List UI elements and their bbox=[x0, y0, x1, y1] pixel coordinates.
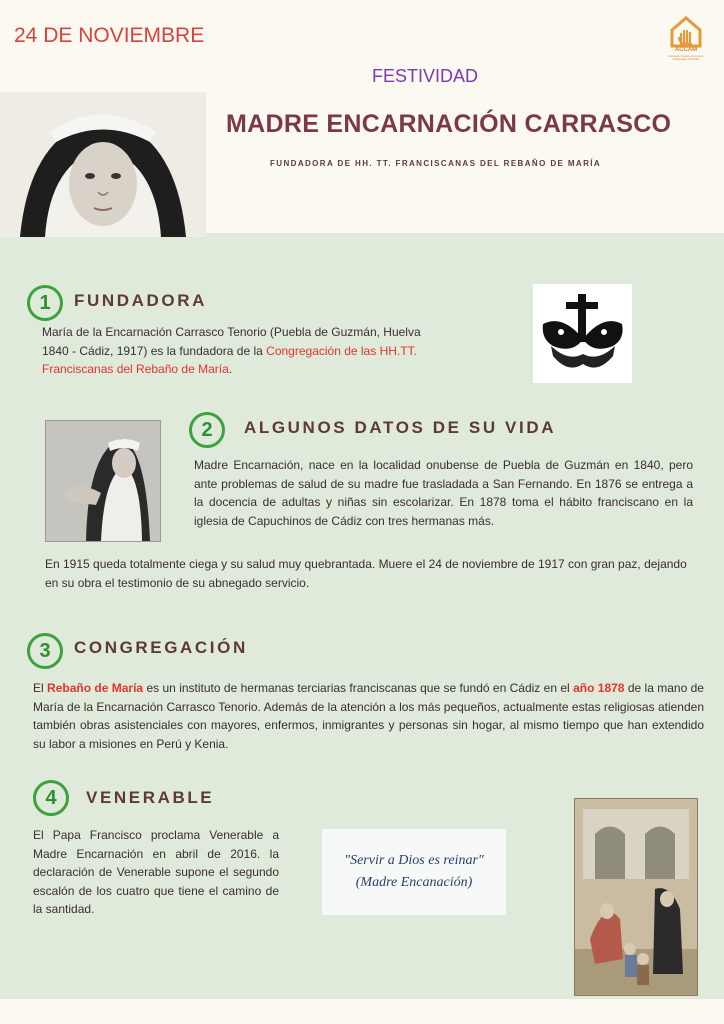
date-label: 24 DE NOVIEMBRE bbox=[14, 24, 205, 47]
rebano-highlight: Rebaño de María bbox=[47, 681, 144, 695]
section-number-4: 4 bbox=[33, 780, 69, 816]
praying-nun-image bbox=[45, 420, 161, 542]
quote-box bbox=[322, 829, 506, 915]
congregation-highlight: Congregación de las HH.TT. Franciscanas del Rebaño de María bbox=[42, 343, 417, 376]
quote-text: "Servir a Dios es reinar" bbox=[344, 853, 484, 868]
section-text-venerable: El Papa Francisco proclama Venerable a Madre Encarnación en abril de 2016. la declaración de Venerable supone el segundo escalón de los cuatro que tiene el camino de la santidad. bbox=[33, 828, 279, 916]
page-subtitle: FUNDADORA DE HH. TT. FRANCISCANAS DEL REBAÑO DE MARÍA bbox=[270, 159, 602, 168]
section-number-2: 2 bbox=[189, 412, 225, 448]
section-text-fundadora bbox=[42, 323, 446, 379]
congregacion-text-c: de la mano de María de la Encarnación Carrasco Tenorio. Además de la atención a los más pequeños, actualmente estas religiosas atienden también obras asistenciales con mayores, enfermos, inmigrantes y personas sin hogar, al mismo tiempo que han extendido su labor a misiones en Perú y Kenia. bbox=[33, 681, 704, 751]
section-title-venerable: VENERABLE bbox=[86, 788, 215, 807]
fundadora-text: María de la Encarnación Carrasco Tenorio (Puebla de Guzmán, Huelva 1840 - Cádiz, 1917) es la fundadora de la bbox=[42, 325, 421, 358]
section-title-congregacion: CONGREGACIÓN bbox=[74, 638, 248, 657]
section-number-3: 3 bbox=[27, 633, 63, 669]
house-hand-icon bbox=[664, 14, 708, 48]
section-text-datos-1: Madre Encarnación, nace en la localidad onubense de Puebla de Guzmán en 1840, pero ante problemas de salud de su madre fue trasladada a San Fernando. En 1876 se entrega a la docencia de adultas y niñas sin escolarizar. En 1878 toma el hábito franciscano en la iglesia de Capuchinos de Cádiz con tres hermanas más. bbox=[194, 458, 693, 528]
venerable-painting-image bbox=[574, 798, 698, 996]
fundadora-text-end: . bbox=[228, 362, 233, 376]
section-number-1: 1 bbox=[27, 285, 63, 321]
portrait-image bbox=[0, 92, 206, 237]
festividad-heading: FESTIVIDAD bbox=[372, 66, 479, 86]
congregacion-text-b: es un instituto de hermanas terciarias franciscanas que se fundó en Cádiz en el bbox=[143, 681, 574, 695]
section-text-congregacion bbox=[33, 679, 704, 753]
section-title-datos: ALGUNOS DATOS DE SU VIDA bbox=[244, 418, 557, 437]
logo-subtitle: Asociación Católica de Centros Asistenciales de Madrid bbox=[668, 55, 704, 61]
logo-name: ACCAM bbox=[674, 47, 698, 53]
franciscan-emblem-image bbox=[533, 284, 632, 383]
bottom-margin bbox=[0, 999, 724, 1024]
section-title-fundadora: FUNDADORA bbox=[74, 291, 207, 310]
quote-author: (Madre Encanación) bbox=[355, 875, 473, 890]
accam-logo bbox=[664, 14, 708, 70]
congregacion-text-a: El bbox=[33, 681, 48, 695]
year-highlight: año 1878 bbox=[573, 681, 625, 695]
page-title: MADRE ENCARNACIÓN CARRASCO bbox=[226, 110, 672, 138]
section-text-datos-2: En 1915 queda totalmente ciega y su salud muy quebrantada. Muere el 24 de noviembre de 1917 con gran paz, dejando en su obra el testimonio de su abnegado servicio. bbox=[45, 557, 687, 590]
